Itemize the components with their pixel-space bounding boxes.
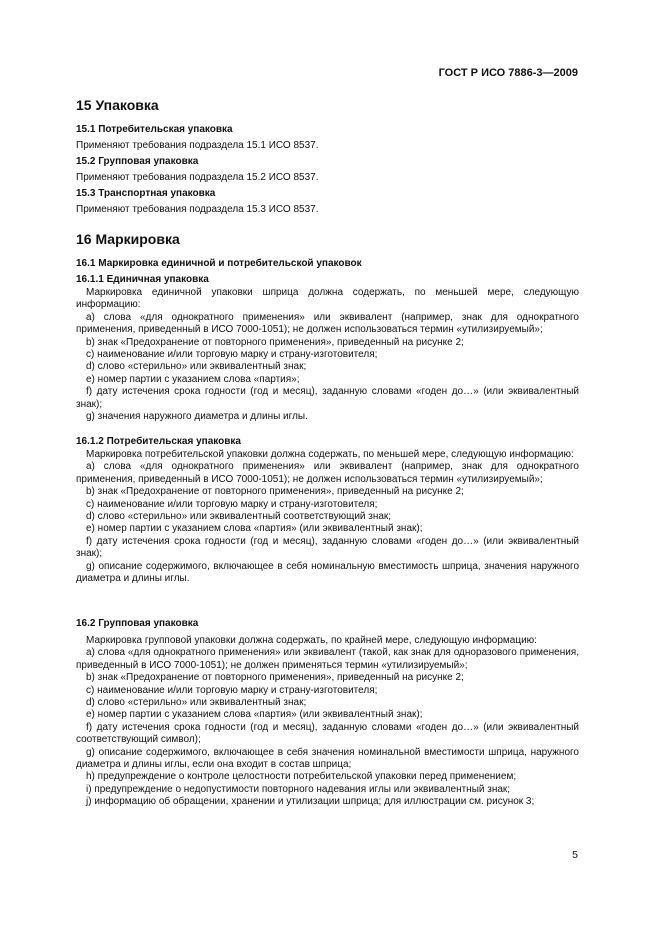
section-15-2-text: Применяют требования подраздела 15.2 ИСО 8537. <box>76 172 319 183</box>
list-item: f) дату истечения срока годности (год и месяц), заданную словами «годен до…» (или эквивалентный знак); <box>76 386 579 410</box>
list-item: a) слова «для однократного применения» или эквивалент (например, знак для однократного применения, приведенный в ИСО 7000-1051); не должен использоваться термин «утилизируемый»; <box>76 311 579 336</box>
list-item: a) слова «для однократного применения» или эквивалент (например, знак для однократного применения, приведенный в ИСО 7000-1051); не должен использоваться термин «утилизируемый»; <box>76 461 579 485</box>
list-item: c) наименование и/или торговую марку и страну-изготовителя; <box>86 684 378 696</box>
list-item: e) номер партии с указанием слова «партия» (или эквивалентный знак); <box>86 523 423 535</box>
list-item: d) слово «стерильно» или эквивалентный знак; <box>86 697 307 709</box>
section-16-1-2-body <box>76 449 579 585</box>
section-15-1-text: Применяют требования подраздела 15.1 ИСО 8537. <box>76 140 319 151</box>
list-item: b) знак «Предохранение от повторного применения», приведенный на рисунке 2; <box>86 672 464 684</box>
section-16-1-1-body <box>76 287 579 423</box>
list-item: f) дату истечения срока годности (год и месяц), заданную словами «годен до…» (или эквивалентный соответствующий символ); <box>76 721 579 746</box>
list-item: e) номер партии с указанием слова «партия» (или эквивалентный знак); <box>86 709 423 721</box>
section-15-3-text: Применяют требования подраздела 15.3 ИСО 8537. <box>76 204 319 215</box>
list-item: h) предупреждение о контроле целостности потребительской упаковки перед применением; <box>86 771 517 783</box>
section-16-2-intro: Маркировка групповой упаковки должна содержать, по крайней мере, следующую информацию: <box>86 635 537 646</box>
list-item: b) знак «Предохранение от повторного применения», приведенный на рисунке 2; <box>86 486 464 498</box>
list-item: g) описание содержимого, включающее в себя значения номинальной вместимости шприца, наружного диаметра и длины иглы, если она входит в состав шприца; <box>76 746 579 771</box>
list-item: f) дату истечения срока годности (год и месяц), заданную словами «годен до…» (или эквивалентный знак); <box>76 535 579 560</box>
list-item: c) наименование и/или торговую марку и страну-изготовителя; <box>86 349 378 361</box>
section-15-1-title: 15.1 Потребительская упаковка <box>76 124 233 135</box>
page-number: 5 <box>572 849 578 861</box>
section-15-title: 15 Упаковка <box>76 97 159 113</box>
section-16-2-body <box>76 635 579 809</box>
list-16-1-2 <box>76 461 579 585</box>
list-item: d) слово «стерильно» или эквивалентный соответствующий знак; <box>86 511 392 523</box>
section-16-1-1-intro: Маркировка единичной упаковки шприца должна содержать, по меньшей мере, следующую информацию: <box>76 287 579 311</box>
list-item: b) знак «Предохранение от повторного применения», приведенный на рисунке 2; <box>86 336 464 348</box>
list-item: g) описание содержимого, включающее в себя номинальную вместимость шприца, значения наружного диаметра и длины иглы. <box>76 560 579 585</box>
list-item: d) слово «стерильно» или эквивалентный знак; <box>86 361 307 373</box>
section-16-1-1-title: 16.1.1 Единичная упаковка <box>76 274 209 285</box>
list-16-2 <box>76 647 579 808</box>
section-16-2-title: 16.2 Групповая упаковка <box>76 618 199 629</box>
list-item: a) слова «для однократного применения» или эквивалент (такой, как знак для одноразового применения, приведенный в ИСО 7000-1051); не должен применяться термин «утилизируемый»; <box>76 647 579 671</box>
section-16-1-title: 16.1 Маркировка единичной и потребительской упаковок <box>76 258 362 269</box>
section-16-title: 16 Маркировка <box>76 231 180 247</box>
list-item: e) номер партии с указанием слова «партия»; <box>86 373 300 385</box>
list-16-1-1 <box>76 312 579 424</box>
section-15-3-title: 15.3 Транспортная упаковка <box>76 188 216 199</box>
section-16-1-2-title: 16.1.2 Потребительская упаковка <box>76 436 241 447</box>
list-item: i) предупреждение о недопустимости повторного надевания иглы или эквивалентный знак; <box>86 783 511 795</box>
document-header: ГОСТ Р ИСО 7886-3—2009 <box>438 67 578 79</box>
list-item: g) значения наружного диаметра и длины иглы. <box>86 411 308 423</box>
section-15-2-title: 15.2 Групповая упаковка <box>76 156 199 167</box>
list-item: j) информацию об обращении, хранении и утилизации шприца; для иллюстрации см. рисунок 3; <box>86 796 535 808</box>
list-item: c) наименование и/или торговую марку и страну-изготовителя; <box>86 498 378 510</box>
section-16-1-2-intro: Маркировка потребительской упаковки должна содержать, по меньшей мере, следующую информацию: <box>86 449 574 460</box>
